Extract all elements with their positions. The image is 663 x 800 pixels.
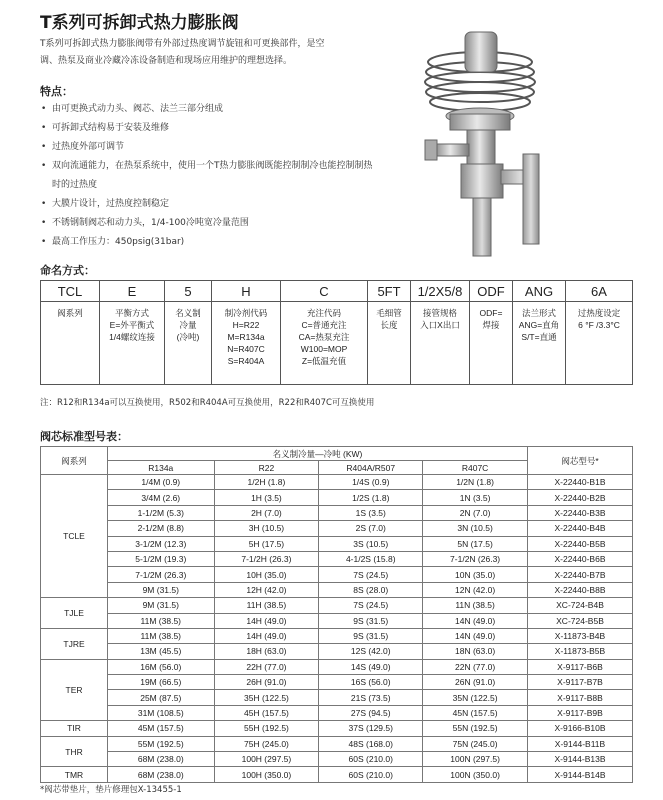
feature-item: • 由可更换式动力头、阀芯、法兰三部分组成	[40, 100, 380, 119]
feature-item: • 最高工作压力：450psig(31bar)	[40, 233, 380, 252]
capacity-cell: 1N (3.5)	[423, 490, 528, 505]
capacity-cell: 27S (94.5)	[319, 705, 423, 720]
capacity-cell: 55M (192.5)	[108, 736, 215, 751]
capacity-cell: 1/2S (1.8)	[319, 490, 423, 505]
header-model: 阀芯型号*	[528, 447, 633, 475]
naming-code: ANG	[513, 281, 566, 302]
model-cell: X-9144-B11B	[528, 736, 633, 751]
feature-item: • 大膜片设计，过热度控制稳定	[40, 195, 380, 214]
model-cell: X-22440-B6B	[528, 551, 633, 566]
capacity-cell: 16M (56.0)	[108, 659, 215, 674]
model-cell: X-9117-B7B	[528, 675, 633, 690]
header-refrigerant: R22	[214, 461, 319, 475]
capacity-cell: 8S (28.0)	[319, 582, 423, 597]
footnote: *阀芯带垫片，垫片修理包X-13455-1	[40, 785, 182, 795]
capacity-cell: 7-1/2H (26.3)	[214, 551, 319, 566]
table-row	[41, 767, 633, 782]
capacity-cell: 10N (35.0)	[423, 567, 528, 582]
capacity-cell: 1-1/2M (5.3)	[108, 505, 215, 520]
capacity-cell: 12H (42.0)	[214, 582, 319, 597]
capacity-cell: 1/4M (0.9)	[108, 475, 215, 490]
capacity-cell: 3H (10.5)	[214, 521, 319, 536]
capacity-cell: 45M (157.5)	[108, 721, 215, 736]
capacity-cell: 3/4M (2.6)	[108, 490, 215, 505]
core-model-table	[40, 446, 633, 783]
naming-desc: 平衡方式 E=外平衡式 1/4螺纹连接	[100, 302, 165, 385]
capacity-cell: 26N (91.0)	[423, 675, 528, 690]
naming-code: 5FT	[368, 281, 411, 302]
capacity-cell: 12N (42.0)	[423, 582, 528, 597]
capacity-cell: 37S (129.5)	[319, 721, 423, 736]
capacity-cell: 7-1/2N (26.3)	[423, 551, 528, 566]
capacity-cell: 60S (210.0)	[319, 767, 423, 782]
table-row	[41, 752, 633, 767]
naming-desc: 过热度设定 6 °F /3.3°C	[566, 302, 633, 385]
capacity-cell: 2N (7.0)	[423, 505, 528, 520]
table-row	[41, 567, 633, 582]
capacity-cell: 16S (56.0)	[319, 675, 423, 690]
table-row	[41, 582, 633, 597]
capacity-cell: 35N (122.5)	[423, 690, 528, 705]
capacity-cell: 14H (49.0)	[214, 628, 319, 643]
capacity-cell: 3-1/2M (12.3)	[108, 536, 215, 551]
naming-code: C	[281, 281, 368, 302]
model-cell: X-11873-B5B	[528, 644, 633, 659]
capacity-cell: 35H (122.5)	[214, 690, 319, 705]
header-refrigerant: R134a	[108, 461, 215, 475]
capacity-cell: 14N (49.0)	[423, 613, 528, 628]
feature-item: • 过热度外部可调节	[40, 138, 380, 157]
feature-item: • 可拆卸式结构易于安装及维修	[40, 119, 380, 138]
header-refrigerant: R404A/R507	[319, 461, 423, 475]
capacity-cell: 100H (297.5)	[214, 752, 319, 767]
capacity-cell: 5H (17.5)	[214, 536, 319, 551]
capacity-cell: 3N (10.5)	[423, 521, 528, 536]
table-row	[41, 505, 633, 520]
capacity-cell: 7S (24.5)	[319, 567, 423, 582]
naming-desc: 毛细管 长度	[368, 302, 411, 385]
series-cell: TCLE	[41, 475, 108, 598]
capacity-cell: 4-1/2S (15.8)	[319, 551, 423, 566]
model-cell: X-9144-B13B	[528, 752, 633, 767]
naming-desc: 接管规格 入口X出口	[411, 302, 470, 385]
capacity-cell: 45H (157.5)	[214, 705, 319, 720]
expansion-valve-image	[395, 14, 585, 264]
series-cell: TJRE	[41, 628, 108, 659]
series-cell: TIR	[41, 721, 108, 736]
capacity-cell: 55H (192.5)	[214, 721, 319, 736]
naming-note: 注：R12和R134a可以互换使用，R502和R404A可互换使用，R22和R407C可互换使用	[40, 398, 375, 408]
capacity-cell: 18H (63.0)	[214, 644, 319, 659]
naming-code: E	[100, 281, 165, 302]
features-list	[40, 100, 380, 252]
model-cell: X-9117-B9B	[528, 705, 633, 720]
capacity-cell: 22N (77.0)	[423, 659, 528, 674]
series-cell: TJLE	[41, 598, 108, 629]
capacity-cell: 75N (245.0)	[423, 736, 528, 751]
capacity-cell: 11M (38.5)	[108, 628, 215, 643]
model-cell: X-22440-B8B	[528, 582, 633, 597]
table-row	[41, 490, 633, 505]
capacity-cell: 60S (210.0)	[319, 752, 423, 767]
model-cell: X-9144-B14B	[528, 767, 633, 782]
capacity-cell: 1/4S (0.9)	[319, 475, 423, 490]
capacity-cell: 2S (7.0)	[319, 521, 423, 536]
capacity-cell: 26H (91.0)	[214, 675, 319, 690]
capacity-cell: 11M (38.5)	[108, 613, 215, 628]
naming-desc: 法兰形式 ANG=直角 S/T=直通	[513, 302, 566, 385]
capacity-cell: 14S (49.0)	[319, 659, 423, 674]
core-table-body	[41, 475, 633, 783]
capacity-cell: 22H (77.0)	[214, 659, 319, 674]
model-cell: X-22440-B4B	[528, 521, 633, 536]
model-cell: X-22440-B1B	[528, 475, 633, 490]
table-row	[41, 551, 633, 566]
model-cell: X-11873-B4B	[528, 628, 633, 643]
page-title: T系列可拆卸式热力膨胀阀	[40, 13, 239, 33]
capacity-cell: 13M (45.5)	[108, 644, 215, 659]
capacity-cell: 68M (238.0)	[108, 752, 215, 767]
capacity-cell: 45N (157.5)	[423, 705, 528, 720]
capacity-cell: 2-1/2M (8.8)	[108, 521, 215, 536]
naming-code: 1/2X5/8	[411, 281, 470, 302]
naming-desc: 充注代码 C=普通充注 CA=热泵充注 W100=MOP Z=低温充值	[281, 302, 368, 385]
table-row	[41, 721, 633, 736]
capacity-cell: 31M (108.5)	[108, 705, 215, 720]
capacity-cell: 2H (7.0)	[214, 505, 319, 520]
naming-code: TCL	[41, 281, 100, 302]
capacity-cell: 5N (17.5)	[423, 536, 528, 551]
capacity-cell: 12S (42.0)	[319, 644, 423, 659]
capacity-cell: 21S (73.5)	[319, 690, 423, 705]
table-row	[41, 475, 633, 490]
model-cell: X-22440-B5B	[528, 536, 633, 551]
capacity-cell: 25M (87.5)	[108, 690, 215, 705]
capacity-cell: 1S (3.5)	[319, 505, 423, 520]
naming-code: ODF	[470, 281, 513, 302]
series-cell: TMR	[41, 767, 108, 782]
table-row	[41, 628, 633, 643]
capacity-cell: 11N (38.5)	[423, 598, 528, 613]
table-row	[41, 613, 633, 628]
header-series: 阀系列	[41, 447, 108, 475]
table-row	[41, 675, 633, 690]
header-refrigerant: R407C	[423, 461, 528, 475]
features-heading: 特点：	[40, 85, 73, 98]
capacity-cell: 7S (24.5)	[319, 598, 423, 613]
table-row	[41, 598, 633, 613]
capacity-cell: 3S (10.5)	[319, 536, 423, 551]
header-capacity: 名义制冷量—冷吨 (KW)	[108, 447, 528, 461]
capacity-cell: 9M (31.5)	[108, 582, 215, 597]
table-row	[41, 659, 633, 674]
table-row	[41, 644, 633, 659]
series-cell: THR	[41, 736, 108, 767]
feature-item: • 双向流通能力，在热泵系统中，使用一个T热力膨胀阀既能控制制冷也能控制制热时的过热度	[40, 157, 380, 195]
capacity-cell: 100H (350.0)	[214, 767, 319, 782]
capacity-cell: 14N (49.0)	[423, 628, 528, 643]
capacity-cell: 68M (238.0)	[108, 767, 215, 782]
table-row	[41, 521, 633, 536]
intro-paragraph: T系列可拆卸式热力膨胀阀带有外部过热度调节旋钮和可更换部件，是空调、热泵及商业冷藏冷冻设备制造和现场应用维护的理想选择。	[40, 39, 325, 66]
capacity-cell: 9M (31.5)	[108, 598, 215, 613]
model-cell: XC-724-B5B	[528, 613, 633, 628]
model-cell: X-22440-B2B	[528, 490, 633, 505]
naming-desc: 名义制 冷量 (冷吨)	[165, 302, 212, 385]
capacity-cell: 1/2N (1.8)	[423, 475, 528, 490]
table-row	[41, 536, 633, 551]
capacity-cell: 19M (66.5)	[108, 675, 215, 690]
table-row	[41, 736, 633, 751]
naming-desc: 阀系列	[41, 302, 100, 385]
naming-table	[40, 280, 633, 385]
capacity-cell: 1H (3.5)	[214, 490, 319, 505]
model-cell: XC-724-B4B	[528, 598, 633, 613]
capacity-cell: 1/2H (1.8)	[214, 475, 319, 490]
capacity-cell: 11H (38.5)	[214, 598, 319, 613]
core-table-heading: 阀芯标准型号表：	[40, 430, 128, 443]
model-cell: X-9166-B10B	[528, 721, 633, 736]
capacity-cell: 7-1/2M (26.3)	[108, 567, 215, 582]
table-row	[41, 705, 633, 720]
capacity-cell: 100N (350.0)	[423, 767, 528, 782]
model-cell: X-22440-B3B	[528, 505, 633, 520]
naming-code: H	[212, 281, 281, 302]
capacity-cell: 55N (192.5)	[423, 721, 528, 736]
capacity-cell: 5-1/2M (19.3)	[108, 551, 215, 566]
naming-desc: 制冷剂代码 H=R22 M=R134a N=R407C S=R404A	[212, 302, 281, 385]
model-cell: X-22440-B7B	[528, 567, 633, 582]
capacity-cell: 9S (31.5)	[319, 628, 423, 643]
naming-desc: ODF= 焊接	[470, 302, 513, 385]
capacity-cell: 9S (31.5)	[319, 613, 423, 628]
model-cell: X-9117-B8B	[528, 690, 633, 705]
naming-heading: 命名方式：	[40, 264, 95, 277]
capacity-cell: 100N (297.5)	[423, 752, 528, 767]
table-row	[41, 690, 633, 705]
capacity-cell: 14H (49.0)	[214, 613, 319, 628]
capacity-cell: 48S (168.0)	[319, 736, 423, 751]
naming-code: 6A	[566, 281, 633, 302]
capacity-cell: 18N (63.0)	[423, 644, 528, 659]
capacity-cell: 75H (245.0)	[214, 736, 319, 751]
model-cell: X-9117-B6B	[528, 659, 633, 674]
series-cell: TER	[41, 659, 108, 721]
naming-code: 5	[165, 281, 212, 302]
feature-item: • 不锈钢制阀芯和动力头，1/4-100冷吨宽冷量范围	[40, 214, 380, 233]
capacity-cell: 10H (35.0)	[214, 567, 319, 582]
